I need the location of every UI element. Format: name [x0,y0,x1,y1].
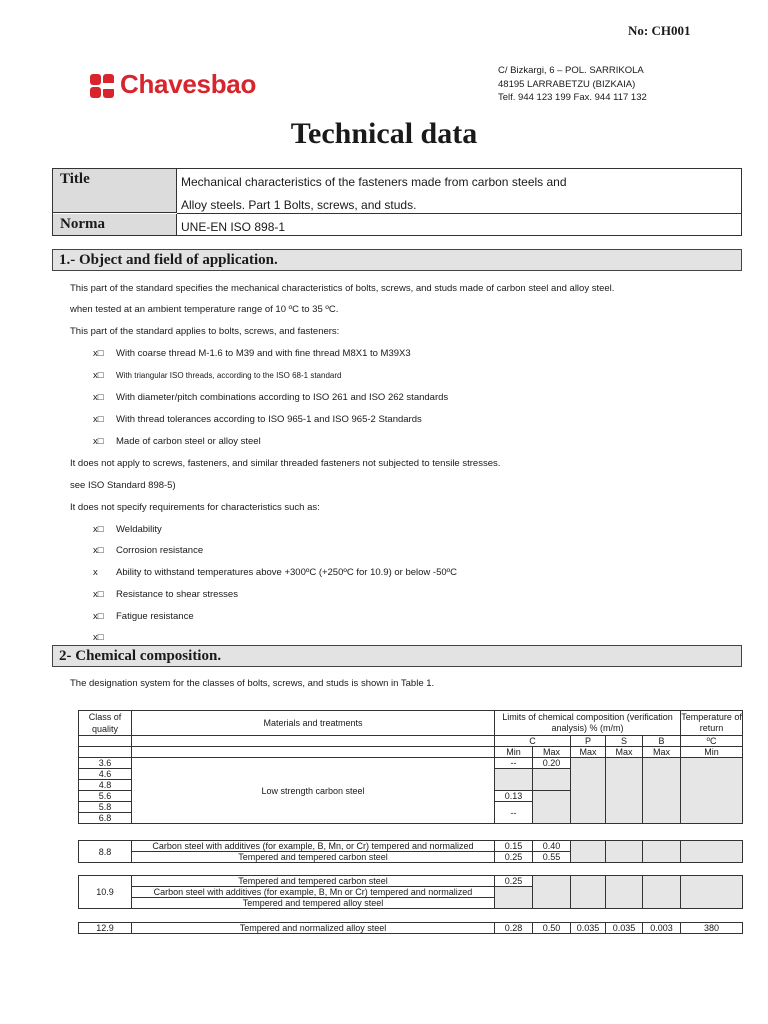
table-cell-material: Tempered and tempered carbon steel [132,876,495,887]
document-number: No: CH001 [628,23,691,38]
list-item [93,632,116,643]
header-max: Max [606,747,643,758]
bullet-mark: x□ [93,392,104,403]
paragraph: It does not specify requirements for characteristics such as: [70,502,320,513]
company-address [498,64,647,105]
table-cell: -- [495,802,533,824]
bullet-mark: x□ [93,436,104,447]
header-max: Max [533,747,571,758]
list-item: x□ With triangular ISO threads, according to the ISO 68-1 standard [93,370,342,381]
list-item: x□ Corrosion resistance [93,545,204,556]
table-cell: 0.13 [495,791,533,802]
list-item: x Ability to withstand temperatures above +300ºC (+250ºC for 10.9) or below -50ºC [93,567,457,578]
header-p: P [571,736,606,747]
table-cell: 0.20 [533,758,571,769]
table-cell-class: 12.9 [79,923,132,934]
section-2-heading: 2- Chemical composition. [52,645,742,667]
header-class: Class of quality [79,711,132,736]
table-cell: 0.25 [495,876,533,887]
norma-label: Norma [53,214,177,235]
header-materials: Materials and treatments [132,711,495,736]
table-cell: 380 [681,923,743,934]
table-cell-class: 4.8 [79,780,132,791]
address-line: 48195 LARRABETZU (BIZKAIA) [498,78,636,90]
table-cell-material: Tempered and tempered carbon steel [132,852,495,863]
bullet-mark: x□ [93,524,104,535]
header-min: Min [681,747,743,758]
header-degrees: ºC [681,736,743,747]
paragraph: This part of the standard applies to bolts, screws, and fasteners: [70,326,340,337]
section-1-heading: 1.- Object and field of application. [52,249,742,271]
address-line: C/ Bizkargi, 6 – POL. SARRIKOLA [498,65,644,76]
table-cell-material: Carbon steel with additives (for example, B, Mn, or Cr) tempered and normalized [132,841,495,852]
paragraph: The designation system for the classes of bolts, screws, and studs is shown in Table 1. [70,678,435,689]
address-line: Telf. 944 123 199 Fax. 944 117 132 [498,92,647,103]
list-item: x□ With coarse thread M-1.6 to M39 and with fine thread M8X1 to M39X3 [93,348,411,359]
page-title: Technical data [290,117,478,150]
chavesbao-logo-icon [88,72,116,100]
header-s: S [606,736,643,747]
table-cell: 0.55 [533,852,571,863]
table-cell-material: Low strength carbon steel [132,758,495,824]
table-cell: 0.25 [495,852,533,863]
table-cell: 0.50 [533,923,571,934]
class-8-8-table [78,840,743,863]
table-cell-class: 10.9 [79,876,132,909]
bullet-mark: x□ [93,414,104,425]
paragraph: It does not apply to screws, fasteners, and similar threaded fasteners not subjected to tensile stresses. [70,458,501,469]
paragraph: This part of the standard specifies the mechanical characteristics of bolts, screws, and studs made of carbon steel and alloy steel. [70,283,615,294]
norma-value: UNE-EN ISO 898-1 [181,220,286,234]
table-cell: 0.003 [643,923,681,934]
header-min: Min [495,747,533,758]
title-label: Title [53,169,177,213]
header-max: Max [643,747,681,758]
class-10-9-table [78,875,743,909]
table-cell-class: 5.8 [79,802,132,813]
list-item: x□ Made of carbon steel or alloy steel [93,436,261,447]
brand-name: Chavesbao [120,69,257,99]
header-c: C [495,736,571,747]
table-cell-class: 3.6 [79,758,132,769]
title-line-2: Alloy steels. Part 1 Bolts, screws, and studs. [181,198,417,212]
bullet-mark: x□ [93,370,104,381]
paragraph: see ISO Standard 898-5) [70,480,176,491]
table-cell: 0.035 [606,923,643,934]
table-cell-material: Tempered and normalized alloy steel [132,923,495,934]
table-cell: 0.40 [533,841,571,852]
bullet-mark: x□ [93,611,104,622]
chemical-composition-table [78,710,743,824]
table-cell-material: Carbon steel with additives (for example, B, Mn or Cr) tempered and normalized [132,887,495,898]
header-limits: Limits of chemical composition (verification analysis) % (m/m) [495,711,681,736]
table-cell: 0.035 [571,923,606,934]
bullet-mark: x□ [93,589,104,600]
table-cell-class: 5.6 [79,791,132,802]
table-cell: 0.28 [495,923,533,934]
table-cell-class: 8.8 [79,841,132,863]
bullet-mark: x□ [93,545,104,556]
header-b: B [643,736,681,747]
brand-wordmark [120,69,256,100]
list-item: x□ Fatigue resistance [93,611,194,622]
bullet-mark: x [93,567,98,578]
table-cell: 0.15 [495,841,533,852]
table-cell-class: 6.8 [79,813,132,824]
list-item: x□ With diameter/pitch combinations according to ISO 261 and ISO 262 standards [93,392,449,403]
list-item: x□ Resistance to shear stresses [93,589,238,600]
table-cell: -- [495,758,533,769]
title-line-1: Mechanical characteristics of the fasteners made from carbon steels and [181,175,567,189]
class-12-9-table [78,922,743,934]
table-cell-material: Tempered and tempered alloy steel [132,898,495,909]
list-item: x□ With thread tolerances according to ISO 965-1 and ISO 965-2 Standards [93,414,422,425]
header-temperature: Temperature of return [681,711,743,736]
header-max: Max [571,747,606,758]
bullet-mark: x□ [93,632,104,643]
bullet-mark: x□ [93,348,104,359]
paragraph: when tested at an ambient temperature range of 10 ºC to 35 ºC. [70,304,339,315]
document-header-table [52,168,742,236]
table-cell-class: 4.6 [79,769,132,780]
list-item: x□ Weldability [93,524,162,535]
